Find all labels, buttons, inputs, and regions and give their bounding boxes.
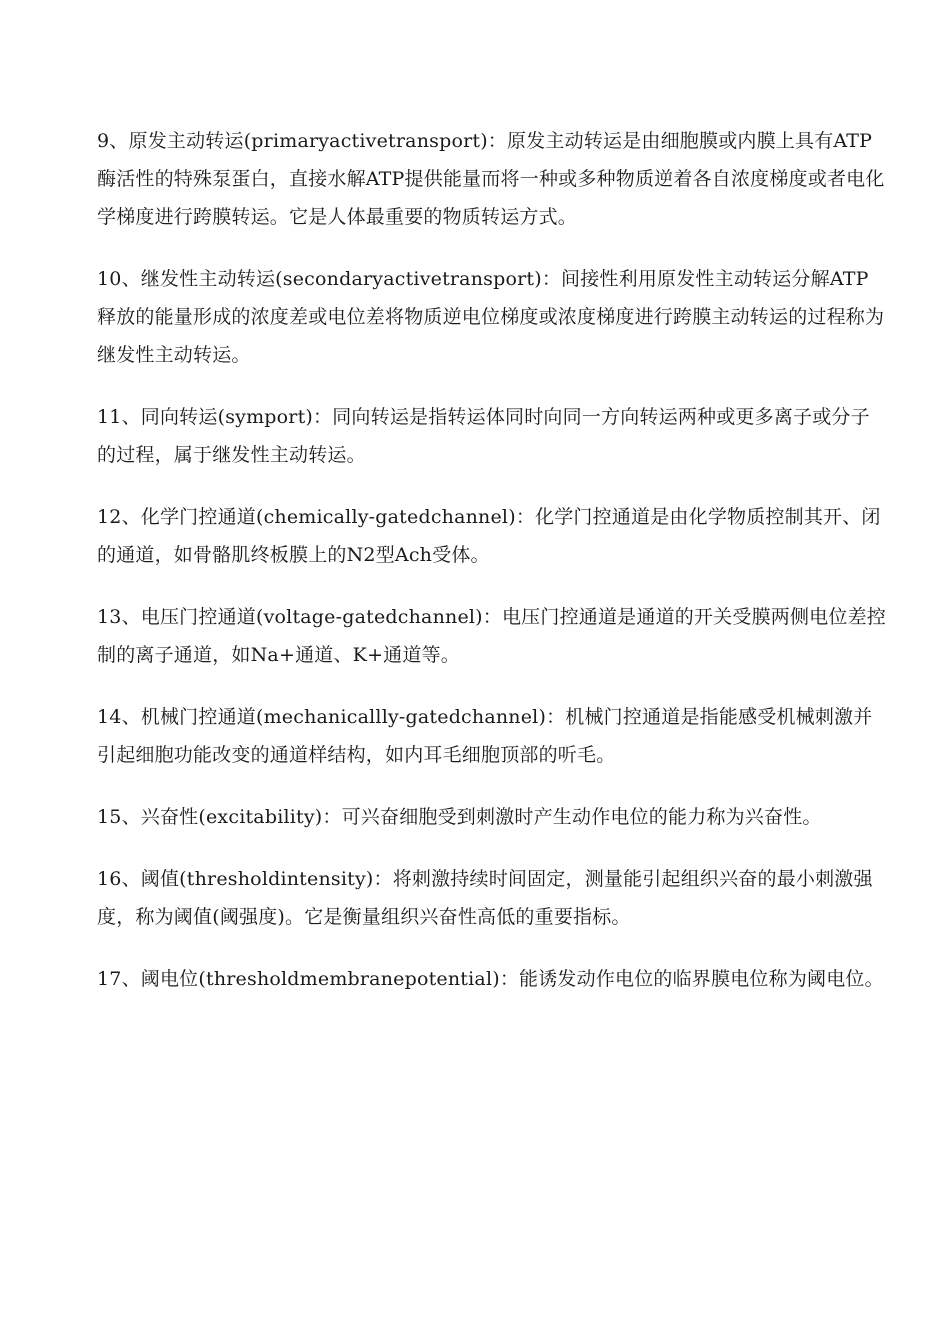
paragraph-voltage-gated-channel: 13、电压门控通道(voltage-gatedchannel)：电压门控通道是通道的开关受膜两侧电位差控制的离子通道，如Na+通道、K+通道等。 bbox=[97, 606, 886, 666]
paragraph-secondary-active-transport: 10、继发性主动转运(secondaryactivetransport)：间接性利用原发性主动转运分解ATP释放的能量形成的浓度差或电位差将物质逆电位梯度或浓度梯度进行跨膜主动转运的过程称为继发性主动转运。 bbox=[97, 268, 885, 366]
document-body bbox=[97, 122, 887, 1022]
paragraph-symport: 11、同向转运(symport)：同向转运是指转运体同时向同一方向转运两种或更多离子或分子的过程，属于继发性主动转运。 bbox=[97, 406, 870, 466]
paragraph-threshold-membrane-potential: 17、阈电位(thresholdmembranepotential)：能诱发动作电位的临界膜电位称为阈电位。 bbox=[97, 968, 884, 990]
paragraph-excitability: 15、兴奋性(excitability)：可兴奋细胞受到刺激时产生动作电位的能力称为兴奋性。 bbox=[97, 806, 822, 828]
paragraph-mechanically-gated-channel: 14、机械门控通道(mechanicallly-gatedchannel)：机械门控通道是指能感受机械刺激并引起细胞功能改变的通道样结构，如内耳毛细胞顶部的听毛。 bbox=[97, 706, 873, 766]
paragraph-primary-active-transport: 9、原发主动转运(primaryactivetransport)：原发主动转运是由细胞膜或内膜上具有ATP酶活性的特殊泵蛋白，直接水解ATP提供能量而将一种或多种物质逆着各自浓度梯度或者电化学梯度进行跨膜转运。它是人体最重要的物质转运方式。 bbox=[97, 130, 885, 228]
paragraph-chemically-gated-channel: 12、化学门控通道(chemically-gatedchannel)：化学门控通道是由化学物质控制其开、闭的通道，如骨骼肌终板膜上的N2型Ach受体。 bbox=[97, 506, 881, 566]
paragraph-threshold-intensity: 16、阈值(thresholdintensity)：将刺激持续时间固定，测量能引起组织兴奋的最小刺激强度，称为阈值(阈强度)。它是衡量组织兴奋性高低的重要指标。 bbox=[97, 868, 873, 928]
